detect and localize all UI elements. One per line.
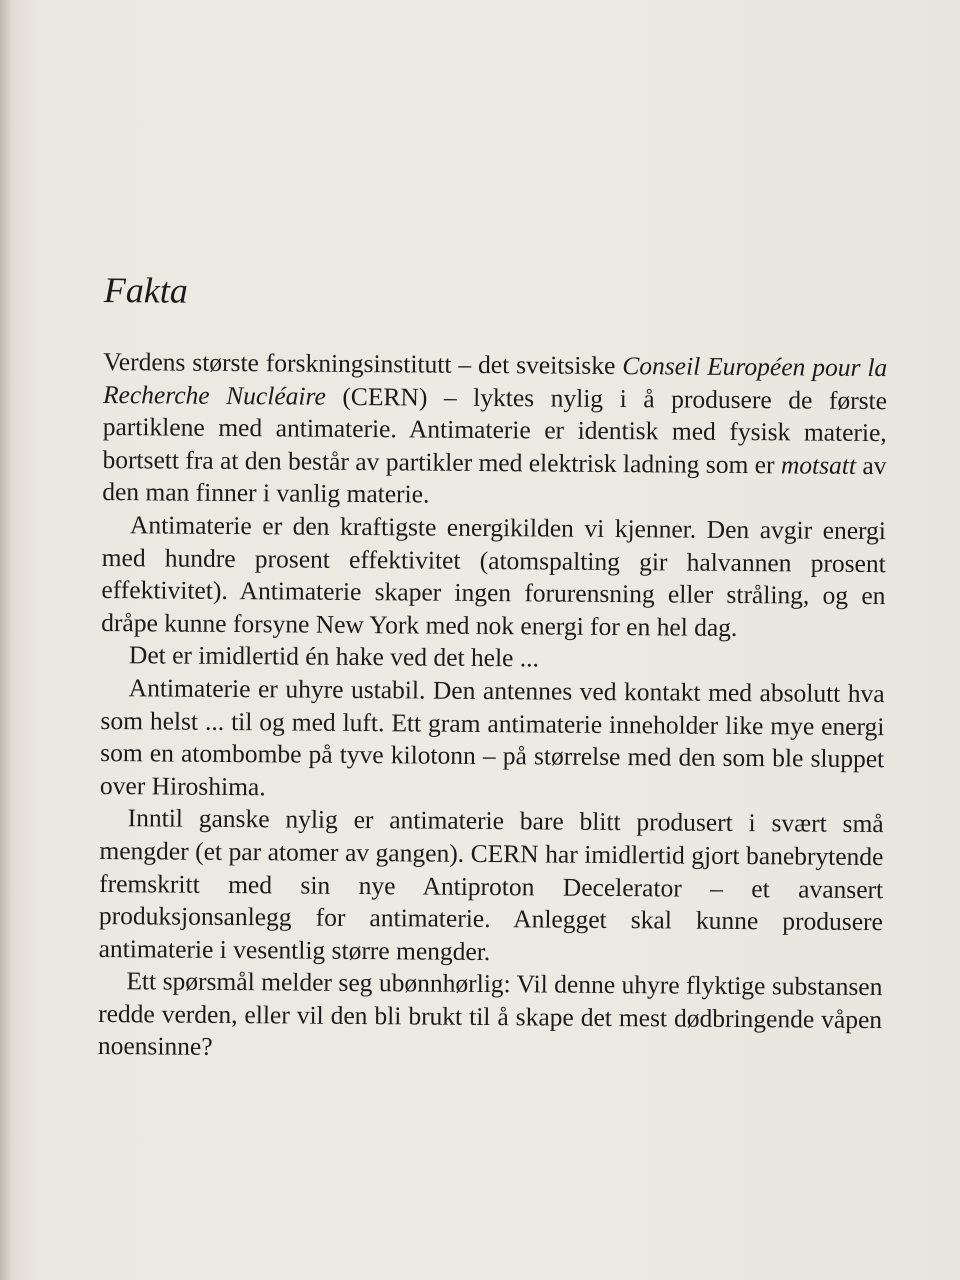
paragraph-4: Antimaterie er uhyre ustabil. Den antennes ved kontakt med absolutt hva som helst ... til og med luft. Ett gram antimaterie inneholder like mye energi som en atombombe på tyve kilotonn – på størrelse med den som ble sluppet over Hiroshima.: [99, 673, 885, 802]
paragraph-2: Antimaterie er den kraftigste energikilden vi kjenner. Den avgir energi med hundre prosent effektivitet (atomspalting gir halvannen prosent effektivitet). Antimaterie skaper ingen forurensning eller stråling, og en dråpe kunne forsyne New York med nok energi for en hel dag.: [101, 510, 887, 642]
page-edge: [0, 0, 10, 1280]
paragraph-3: Det er imidlertid én hake ved det hele ...: [128, 640, 540, 673]
emphasized-word: motsatt: [780, 450, 857, 480]
paragraph-5: Inntil ganske nylig er antimaterie bare blitt produsert i svært små mengder (et par atomer av gangen). CERN har imidlertid gjort banebrytende fremskritt med sin nye Antiproton Decelerator – et avansert produksjonsanlegg for antimaterie. Anlegget skal kunne produsere antimaterie i vesentlig større mengder.: [98, 803, 884, 966]
paragraph-1-part-3: (CERN) – lyktes nylig i å produsere de første partiklene med antimaterie. Antimaterie er identisk med fysisk materie, bortsett fra at den består av partikler med elektrisk ladning som er: [102, 381, 888, 480]
paragraph-6: Ett spørsmål melder seg ubønnhørlig: Vil denne uhyre flyktige substansen redde verden, eller vil den bli brukt til å skape det mest dødbringende våpen noensinne?: [97, 966, 883, 1062]
paragraph-1-part-5: av den man finner i vanlig materie.: [102, 450, 887, 509]
institution-name-italic: Conseil Européen pour la Recherche Nucléaire: [102, 351, 888, 411]
text-block: [98, 270, 888, 1069]
paragraph-1: [102, 346, 887, 515]
page-heading: Fakta: [103, 270, 188, 311]
paragraph-1-part-1: Verdens største forskningsinstitutt – det sveitsiske: [103, 346, 623, 381]
